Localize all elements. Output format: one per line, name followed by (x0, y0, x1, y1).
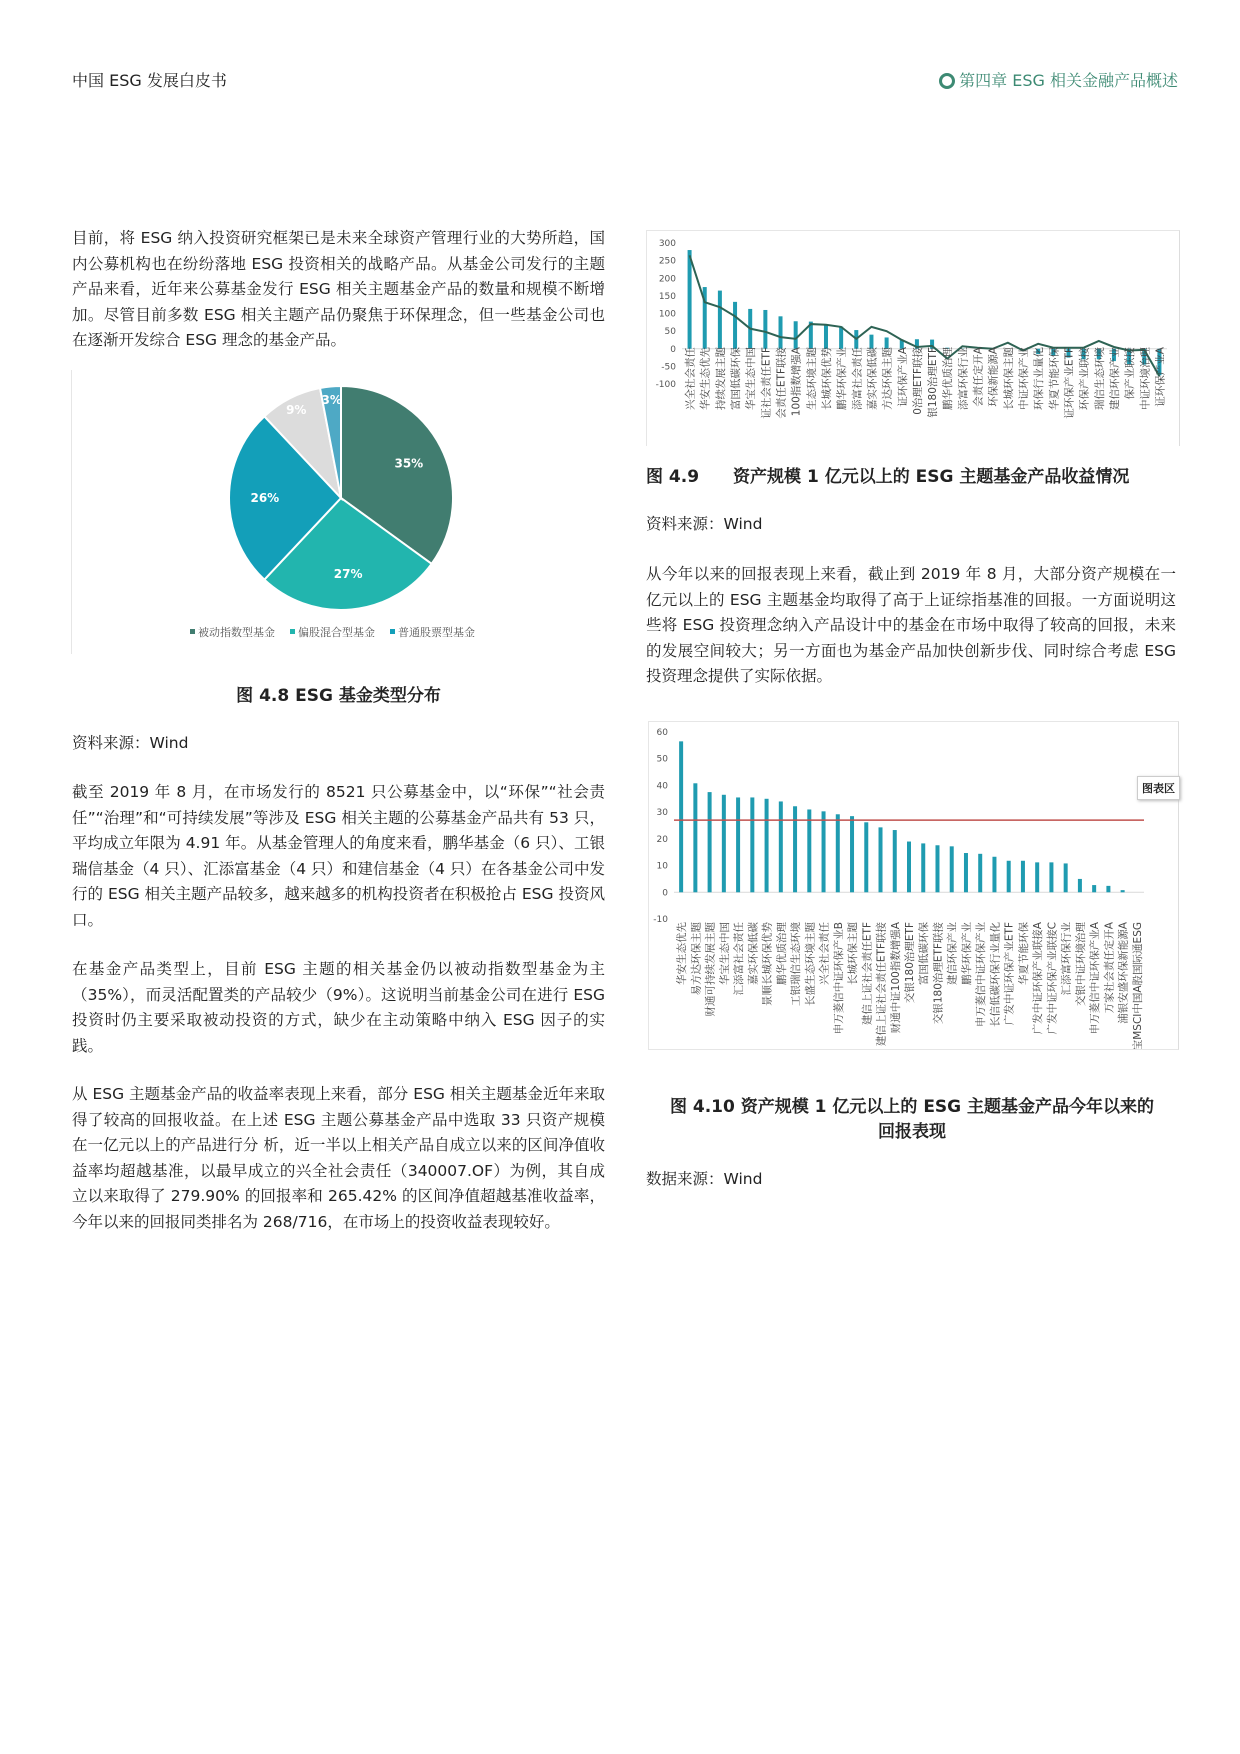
bar (964, 853, 968, 892)
bar (1049, 862, 1053, 892)
y-tick-label: 0 (662, 888, 668, 899)
x-category-label: 万家社会责任定开A (1103, 922, 1116, 1014)
figure-4-9-chart (646, 230, 1180, 446)
y-tick-label: -100 (655, 380, 676, 390)
x-category-label: 华安生态优先 (699, 347, 712, 410)
bar (693, 783, 697, 892)
legend-label: 普通股票型基金 (398, 626, 475, 639)
pie-chart (72, 370, 607, 654)
x-category-label: 建信上证社会责任ETF (861, 922, 874, 1026)
figure-4-8-caption: 图 4.8 ESG 基金类型分布 (236, 686, 441, 706)
bar (864, 822, 868, 892)
y-tick-label: 50 (664, 327, 676, 338)
chapter-header (939, 68, 1178, 91)
x-category-label: 华安生态优先 (676, 922, 689, 985)
pie-data-label: 35% (394, 456, 424, 471)
bar (793, 806, 797, 892)
x-category-label: 长城环保优势 (820, 347, 833, 410)
x-category-label: 0治理ETF联接 (911, 347, 924, 415)
y-tick-label: 200 (658, 274, 676, 285)
chart-area-tooltip: 图表区 (1137, 776, 1180, 800)
x-category-label: 兴全社会责任 (818, 922, 831, 985)
legend-swatch (390, 629, 395, 634)
x-category-label: 财通可持续发展主题 (704, 922, 717, 1017)
bar (688, 250, 692, 349)
x-category-label: 添富环保行业 (957, 347, 970, 410)
bar (722, 795, 726, 893)
figure-4-10-source: 数据来源：Wind (646, 1170, 763, 1188)
x-category-label: 持续发展主题 (714, 347, 727, 410)
bar (1035, 862, 1039, 892)
y-tick-label: 60 (656, 728, 668, 738)
y-tick-label: 30 (656, 808, 668, 819)
bar (807, 809, 811, 892)
bar (907, 842, 911, 893)
bar (850, 816, 854, 892)
x-category-label: 工银瑞信生态环境 (790, 922, 803, 1006)
x-category-label: 长盛生态环境主题 (804, 922, 817, 1006)
x-category-label: 华夏节能环保 (1017, 922, 1030, 985)
bar (708, 792, 712, 892)
x-category-label: 证环保产业A (1154, 347, 1167, 407)
x-category-label: 会责任定开A (972, 347, 985, 407)
x-category-label: 华宝MSCI中国A股国际通ESG (1131, 922, 1144, 1049)
x-category-label: 财通中证100指数增强A (889, 922, 902, 1034)
bar (836, 814, 840, 892)
y-tick-label: -50 (661, 362, 676, 373)
bar (1064, 863, 1068, 892)
x-category-label: 广发中证环保产业联接A (1032, 922, 1045, 1035)
x-category-label: 鹏华环保产业 (836, 347, 849, 410)
pie-data-label: 3% (321, 392, 342, 407)
pie-data-label: 27% (333, 566, 363, 581)
x-category-label: 100指数增强A (790, 347, 803, 417)
bar (839, 327, 843, 349)
x-category-label: 交银180治理ETF (904, 922, 916, 1004)
x-category-label: 浦银安盛环保新能源A (1117, 922, 1130, 1024)
y-tick-label: 40 (656, 781, 668, 792)
bar (779, 316, 783, 348)
x-category-label: 银180治理ETF (927, 347, 940, 418)
paragraph-intro: 目前，将 ESG 纳入投资研究框架已是未来全球资产管理行业的大势所趋，国内公募机构也在纷纷落地 ESG 投资相关的战略产品。从基金公司发行的主题产品来看，近年来公募基金发行 ESG 相关主题基金产品的数量和规模不断增加。尽管目前多数 ESG 相关主题产品仍聚焦于环保理念，但一些基金公司也在逐渐开发综合 ESG 理念的基金产品。 (72, 229, 605, 349)
y-tick-label: 0 (670, 344, 676, 355)
x-category-label: 生态环境主题 (805, 347, 818, 410)
x-category-label: 广发中证环保产业ETF (1003, 922, 1016, 1026)
bar (879, 827, 883, 892)
x-category-label: 鹏华环保产业 (960, 922, 973, 985)
figure-4-10-caption-line1: 图 4.10 资产规模 1 亿元以上的 ESG 主题基金产品今年以来的 (669, 1097, 1155, 1117)
x-category-label: 证社会责任ETF (760, 347, 773, 419)
circle-icon (939, 73, 955, 89)
bar (1092, 885, 1096, 892)
x-category-label: 兴全社会责任 (684, 347, 697, 410)
bar (822, 811, 826, 892)
legend-swatch (290, 629, 295, 634)
x-category-label: 汇添富环保行业 (1060, 922, 1073, 996)
x-category-label: 保产业联接 (1124, 347, 1137, 400)
y-tick-label: 250 (658, 256, 676, 267)
x-category-label: 建信上证社会责任ETF联接 (875, 922, 888, 1047)
pie-chart-figure (71, 370, 607, 654)
bar (733, 302, 737, 349)
pie-data-label: 26% (250, 491, 280, 505)
x-category-label: 环保新能源A (987, 347, 1000, 407)
bar (1078, 879, 1082, 892)
x-category-label: 长城环保主题 (1002, 347, 1015, 410)
bar (1121, 890, 1125, 892)
figure-4-10-caption-line2: 回报表现 (878, 1122, 946, 1142)
x-category-label: 景顺长城环保优势 (761, 922, 774, 1006)
y-tick-label: 20 (656, 834, 668, 845)
x-category-label: 添富社会责任 (851, 347, 864, 410)
x-category-label: 证环保产业A (896, 347, 909, 407)
bar (992, 857, 996, 893)
bar (1106, 886, 1110, 892)
x-category-label: 证环保产业ETF (1063, 347, 1076, 419)
bar (935, 845, 939, 892)
bar (950, 846, 954, 892)
bar (921, 843, 925, 892)
x-category-label: 环保产业联接 (1078, 347, 1091, 410)
x-category-label: 会责任ETF联接 (775, 347, 788, 419)
y-tick-label: -10 (653, 915, 668, 925)
x-category-label: 易方达环保主题 (690, 922, 703, 996)
x-category-label: 中证环保产业 (1018, 347, 1031, 410)
legend-label: 偏股混合型基金 (298, 626, 375, 639)
x-category-label: 鹏华优质治理 (942, 347, 955, 410)
x-category-label: 嘉实环保低碳 (866, 347, 879, 410)
x-category-label: 瑞信生态环境 (1093, 347, 1106, 410)
legend-label: 被动指数型基金 (198, 626, 275, 639)
x-category-label: 交银中证环境治理 (1074, 922, 1087, 1006)
x-category-label: 建信环保产业 (1108, 347, 1121, 410)
running-header-title: 中国 ESG 发展白皮书 (72, 71, 227, 90)
bar (765, 799, 769, 893)
x-category-label: 华夏节能环保 (1048, 347, 1061, 410)
figure-4-10-chart (648, 721, 1179, 1050)
x-category-label: 中证环境治理 (1139, 347, 1152, 410)
bar (679, 741, 683, 892)
x-category-label: 嘉实环保低碳 (747, 922, 760, 985)
legend-swatch (190, 629, 195, 634)
ytd-returns-bar-chart (649, 722, 1178, 1049)
pie-data-label: 9% (286, 403, 307, 418)
figure-4-9-source: 资料来源：Wind (646, 515, 763, 533)
x-category-label: 广发中证环保产业联接C (1046, 922, 1059, 1035)
x-category-label: 富国低碳环保 (730, 347, 743, 410)
x-category-label: 华宝生态中国 (745, 347, 758, 410)
bar (978, 854, 982, 892)
x-category-label: 建信环保产业 (946, 922, 959, 985)
paragraph-fund-count: 截至 2019 年 8 月，在市场发行的 8521 只公募基金中，以“环保”“社会责任”“治理”和“可持续发展”等涉及 ESG 相关主题的公募基金产品共有 53 只，平均成立年限为 4.91 年。从基金管理人的角度来看，鹏华基金（6 只）、工银瑞信基金（4 只）、汇添富基金（4 只）和建信基金（4 只）在各基金公司中发行的 ESG 相关主题产品较多，越来越多的机构投资者在积极抢占 ESG 投资风口。 (72, 783, 605, 929)
bar (824, 324, 828, 349)
y-tick-label: 10 (656, 861, 668, 872)
x-category-label: 富国低碳环保 (918, 922, 931, 985)
x-category-label: 申万菱信中证环保产业B (832, 922, 845, 1035)
bar (718, 291, 722, 349)
returns-bar-line-chart (647, 231, 1179, 446)
x-category-label: 申万菱信中证环保产业A (1089, 922, 1102, 1035)
paragraph-fund-types: 在基金产品类型上，目前 ESG 主题的相关基金仍以被动指数型基金为主（35%），而灵活配置类的产品较少（9%）。这说明当前基金公司在进行 ESG 投资时仍主要采取被动投资的方式，缺少在主动策略中纳入 ESG 因子的实践。 (72, 960, 605, 1055)
bar (1007, 861, 1011, 893)
bar (869, 335, 873, 349)
figure-4-9-caption: 图 4.9 资产规模 1 亿元以上的 ESG 主题基金产品收益情况 (646, 467, 1130, 487)
x-category-label: 交银180治理ETF联接 (932, 922, 945, 1025)
bar (763, 310, 767, 349)
bar (1021, 861, 1025, 893)
chapter-title: 第四章 ESG 相关金融产品概述 (959, 71, 1178, 90)
y-tick-label: 50 (656, 754, 668, 765)
x-category-label: 鹏华优质治理 (775, 922, 788, 985)
y-tick-label: 100 (658, 309, 676, 320)
paragraph-returns: 从 ESG 主题基金产品的收益率表现上来看，部分 ESG 相关主题基金近年来取得了较高的回报收益。在上述 ESG 主题公募基金产品中选取 33 只资产规模在一亿元以上的产品进行分 析，近一半以上相关产品自成立以来的区间净值收益率均超越基准，以最早成立的兴全社会责任（340007.OF）为例，其自成立以来取得了 279.90% 的回报率和 265.42% 的区间净值超越基准收益率，今年以来的回报同类排名为 268/716，在市场上的投资收益表现较好。 (72, 1085, 605, 1231)
paragraph-ytd-returns: 从今年以来的回报表现上来看，截止到 2019 年 8 月，大部分资产规模在一亿元以上的 ESG 主题基金均取得了高于上证综指基准的回报。一方面说明这些将 ESG 投资理念纳入产品设计中的基金在市场中取得了较高的回报，未来的发展空间较大；另一方面也为基金产品加快创新步伐、同时综合考虑 ESG 投资理念提供了实际依据。 (646, 565, 1176, 685)
x-category-label: 方达环保主题 (881, 347, 894, 410)
x-category-label: 申万菱信中证环保产业 (975, 922, 988, 1027)
figure-4-8-source: 资料来源：Wind (72, 734, 189, 752)
y-tick-label: 150 (658, 291, 676, 302)
bar (794, 321, 798, 348)
x-category-label: 华宝生态中国 (718, 922, 731, 985)
x-category-label: 长信低碳环保行业量化 (989, 922, 1002, 1027)
x-category-label: 汇添富社会责任 (733, 922, 746, 996)
x-category-label: 环保行业量化 (1033, 347, 1046, 410)
x-category-label: 长城环保主题 (847, 922, 860, 985)
bar (750, 797, 754, 892)
bar (779, 801, 783, 892)
bar (893, 830, 897, 892)
y-tick-label: 300 (658, 239, 676, 249)
bar (736, 797, 740, 892)
